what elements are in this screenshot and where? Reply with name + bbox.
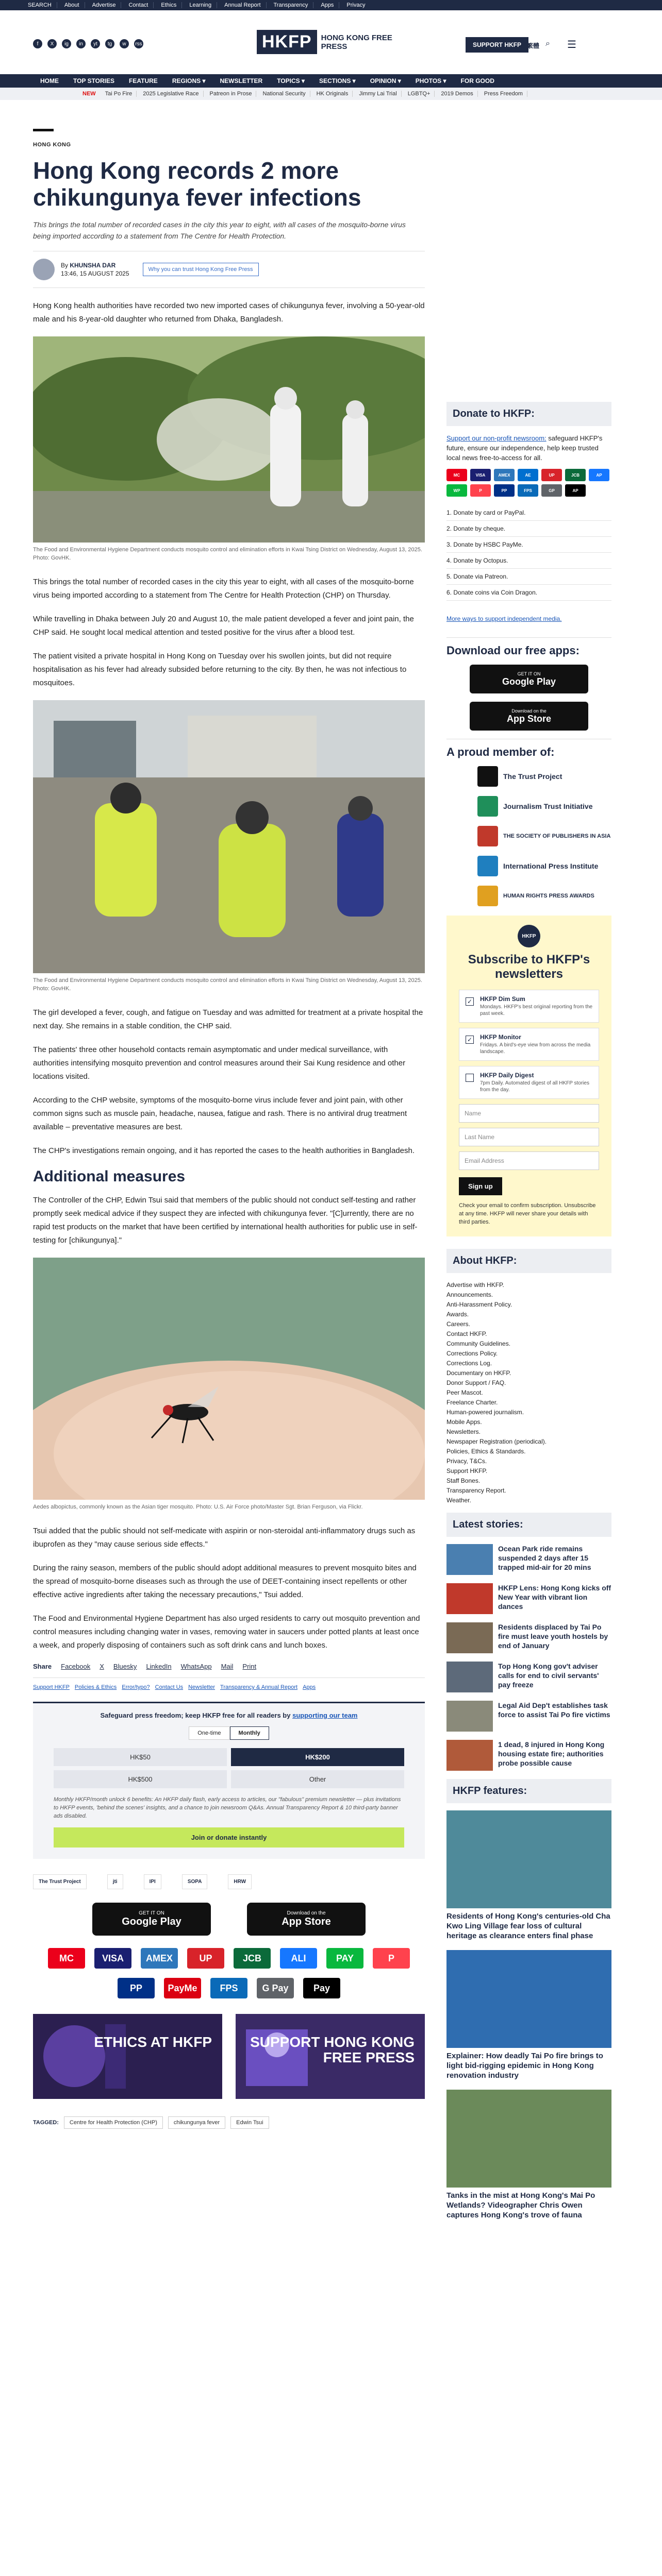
topbar-advertise[interactable]: Advertise	[87, 2, 122, 8]
about-link[interactable]: Policies, Ethics & Standards.	[446, 1448, 526, 1455]
feature-image	[446, 2090, 611, 2188]
nav-sections[interactable]: SECTIONS ▾	[319, 77, 356, 84]
member-logo[interactable]	[446, 886, 611, 906]
tagged-label: TAGGED:	[33, 2120, 59, 2126]
amount-option-selected[interactable]: HK$200	[231, 1748, 404, 1766]
app-store-label: App Store	[282, 1916, 331, 1927]
nav-for-good[interactable]: FOR GOOD	[460, 77, 494, 84]
member-name: HUMAN RIGHTS PRESS AWARDS	[503, 892, 594, 899]
last-name-input[interactable]: Last Name	[459, 1128, 599, 1146]
app-store-caption: Download on the	[511, 708, 547, 714]
sopa-logo[interactable]: SOPA	[182, 1874, 208, 1889]
new-badge: NEW	[82, 91, 96, 97]
jti-logo[interactable]: jti	[107, 1874, 123, 1889]
member-name: Journalism Trust Initiative	[503, 802, 593, 810]
article-kicker[interactable]: HONG KONG	[33, 142, 71, 148]
features-title: HKFP features:	[446, 1779, 611, 1803]
paragraph	[33, 575, 425, 602]
utility-bar	[0, 0, 662, 10]
about-link[interactable]: Privacy, T&Cs.	[446, 1458, 487, 1465]
whatsapp-icon[interactable]: w	[120, 39, 129, 48]
donate-title: Donate to HKFP:	[446, 402, 611, 426]
trending-link[interactable]: HK Originals	[312, 91, 353, 97]
topbar-search[interactable]: SEARCH	[23, 2, 57, 8]
about-link[interactable]: Documentary on HKFP.	[446, 1369, 511, 1377]
share-linkedin-button[interactable]: LinkedIn	[146, 1663, 172, 1670]
sopa-icon	[477, 826, 498, 846]
donation-heading-link[interactable]: supporting our team	[292, 1711, 358, 1719]
donate-description: safeguard HKFP's future, ensure our independence, help keep trusted local news free-to-access for all.	[446, 434, 603, 462]
article-photo[interactable]	[33, 336, 425, 543]
donation-heading-text: Safeguard press freedom; keep HKFP free for all readers by	[100, 1711, 291, 1719]
topbar-transparency[interactable]: Transparency	[269, 2, 314, 8]
paragraph: While travelling in Dhaka between July 20 and August 10, the male patient developed a fever and joint pain, the CHP said. He sought local medical attention and tested positive for the virus after a blood test.	[33, 615, 414, 637]
amex-icon: AMEX	[494, 469, 515, 481]
support-promo[interactable]	[236, 2014, 425, 2099]
checkbox-checked-icon[interactable]: ✓	[466, 1036, 474, 1044]
apps-link[interactable]: Apps	[303, 1684, 316, 1690]
about-link[interactable]: Staff Bones.	[446, 1477, 481, 1484]
monthly-tab[interactable]: Monthly	[230, 1726, 269, 1740]
donation-methods	[446, 505, 611, 601]
paragraph-text: This brings the total number of recorded cases in the city this year to eight, with all cases of the mosquito-borne virus being imported according to a statement from The Centre for Health Protection (CHP) on Thursday.	[33, 578, 414, 600]
partner-logos	[33, 1874, 425, 1889]
story-title: HKFP Lens: Hong Kong kicks off New Year with vibrant lion dances	[498, 1584, 611, 1611]
paragraph: The girl developed a fever, cough, and fatigue on Tuesday and was admitted for treatment at a private hospital the next day. She remains in a stable condition, the CHP said.	[33, 1008, 423, 1030]
feature-item[interactable]	[446, 1810, 611, 1941]
wechat-pay-icon[interactable]: PAY	[326, 1948, 363, 1969]
trending-link[interactable]: 2019 Demos	[437, 91, 477, 97]
jcb-icon[interactable]: JCB	[234, 1948, 271, 1969]
paragraph: Hong Kong health authorities have recorded two new imported cases of chikungunya fever, involving a 50-year-old male and his 8-year-old daughter who returned from Dhaka, Bangladesh.	[33, 301, 425, 324]
about-links	[446, 1273, 611, 1513]
paragraph: The patient visited a private hospital in Hong Kong on Tuesday over his swollen joints, but did not require hospitalisation as his fever had already subsided before returning to the city. By then, he was not infectious to mosquitoes.	[33, 652, 407, 687]
share-x-button[interactable]: X	[100, 1663, 104, 1670]
payment-methods	[33, 1948, 425, 1998]
hkfp-icon: HKFP	[518, 925, 540, 947]
trending-link[interactable]: Patreon in Prose	[206, 91, 257, 97]
visa-icon[interactable]: VISA	[94, 1948, 131, 1969]
unionpay-icon: UP	[541, 469, 562, 481]
more-ways-text	[446, 614, 611, 624]
about-link[interactable]: Human-powered journalism.	[446, 1409, 524, 1416]
newsletter-name: HKFP Monitor	[480, 1033, 521, 1041]
support-newsroom-link[interactable]: Support our non-profit newsroom:	[446, 434, 547, 442]
amount-options	[54, 1748, 404, 1788]
about-link[interactable]: Transparency Report.	[446, 1487, 506, 1494]
about-link[interactable]: Anti-Harassment Policy.	[446, 1301, 512, 1308]
paragraph: Tsui added that the public should not self-medicate with aspirin or non-steroidal anti-inflammatory drugs such as ibuprofen as they "may cause serious side effects."	[33, 1527, 416, 1549]
publish-date: 13:46, 15 AUGUST 2025	[61, 270, 129, 277]
latest-stories	[446, 1544, 611, 1771]
ethics-promo-text: ETHICS AT HKFP	[94, 2034, 212, 2050]
language-toggle[interactable]: 繁體	[527, 42, 540, 49]
alipay-icon[interactable]: ALI	[280, 1948, 317, 1969]
paragraph: The CHP's investigations remain ongoing, and it has reported the cases to the health authorities in Bangladesh.	[33, 1146, 415, 1155]
feature-image	[446, 1950, 611, 2048]
trending-link[interactable]: Press Freedom	[480, 91, 527, 97]
wechat-pay-icon: WP	[446, 484, 467, 497]
article-photo[interactable]	[33, 1258, 425, 1500]
paragraph: During the rainy season, members of the public should adopt additional measures to prevent mosquito bites and the spread of mosquito-borne diseases such as through the use of DEET-containing insect repellents or other effective active ingredients after taking the necessary precautions," Tsui added.	[33, 1564, 417, 1599]
sidebar	[446, 402, 611, 2229]
app-buttons	[33, 1903, 425, 1936]
donation-method[interactable]: 4. Donate by Octopus.	[446, 553, 611, 569]
more-ways-link[interactable]: More ways to support independent media.	[446, 615, 562, 622]
mastercard-icon[interactable]: MC	[48, 1948, 85, 1969]
app-store-caption: Download on the	[287, 1910, 326, 1916]
photo-caption: The Food and Environmental Hygiene Department conducts mosquito control and elimination efforts in Kwai Tsing District on Wednesday, August 13, 2025. Photo: GovHK.	[33, 977, 422, 992]
story-thumbnail	[446, 1544, 493, 1575]
trending-bar	[0, 88, 662, 100]
about-link[interactable]: Corrections Log.	[446, 1360, 492, 1367]
amount-option[interactable]: HK$500	[54, 1770, 227, 1788]
donation-heading	[54, 1711, 404, 1719]
ethics-promo[interactable]	[33, 2014, 222, 2099]
story-title: Residents displaced by Tai Po fire must leave youth hostels by end of January	[498, 1623, 608, 1650]
about-link[interactable]: Careers.	[446, 1320, 471, 1328]
tag[interactable]: Edwin Tsui	[230, 2116, 269, 2129]
one-time-tab[interactable]: One-time	[189, 1726, 229, 1740]
google-pay-icon: GP	[541, 484, 562, 497]
photo-street-inspection	[33, 700, 425, 973]
share-label: Share	[33, 1663, 52, 1670]
google-play-caption: GET IT ON	[517, 671, 541, 676]
jti-icon	[477, 796, 498, 817]
share-bar	[33, 1663, 425, 1678]
sign-up-button[interactable]: Sign up	[459, 1177, 502, 1195]
join-donate-button[interactable]: Join or donate instantly	[54, 1827, 404, 1848]
topbar-ethics[interactable]: Ethics	[156, 2, 182, 8]
trending-link[interactable]: Tai Po Fire	[101, 91, 137, 97]
article	[33, 129, 425, 2129]
story-title: Ocean Park ride remains suspended 2 days after 15 trapped mid-air for 20 mins	[498, 1545, 591, 1571]
newsletter-desc: Fridays. A bird's-eye view from across the media landscape.	[480, 1042, 591, 1055]
trending-link[interactable]: Jimmy Lai Trial	[355, 91, 401, 97]
section-heading: Additional measures	[33, 1168, 186, 1185]
card-logos	[446, 469, 611, 497]
about-link[interactable]: Community Guidelines.	[446, 1340, 511, 1347]
hamburger-menu-icon[interactable]: ☰	[567, 39, 576, 50]
latest-title: Latest stories:	[446, 1513, 611, 1537]
topbar-about[interactable]: About	[59, 2, 85, 8]
nav-photos[interactable]: PHOTOS ▾	[415, 77, 446, 84]
donation-method[interactable]: 2. Donate by cheque.	[446, 521, 611, 537]
trending-link[interactable]: LGBTQ+	[404, 91, 435, 97]
newsletter-link[interactable]: Newsletter	[188, 1684, 216, 1690]
checkbox-unchecked-icon[interactable]	[466, 1074, 474, 1082]
rss-icon[interactable]: rss	[134, 39, 143, 48]
donate-text	[446, 433, 611, 463]
donation-method[interactable]: 3. Donate by HSBC PayMe.	[446, 537, 611, 553]
article-photo[interactable]	[33, 700, 425, 973]
fps-icon[interactable]: FPS	[210, 1978, 247, 1998]
story-thumbnail	[446, 1740, 493, 1771]
photo-caption: Aedes albopictus, commonly known as the Asian tiger mosquito. Photo: U.S. Air Force photo/Master Sgt. Brian Ferguson, via Flickr.	[33, 1504, 363, 1510]
fps-icon: FPS	[518, 484, 538, 497]
patreon-icon: P	[470, 484, 491, 497]
author-name[interactable]: KHUNSHA DAR	[70, 262, 116, 269]
payme-icon[interactable]: PayMe	[164, 1978, 201, 1998]
site-logo[interactable]	[257, 30, 404, 54]
feature-title: Explainer: How deadly Tai Po fire brings to light bid-rigging epidemic in Hong Kong renovation industry	[446, 2052, 603, 2080]
main-nav	[0, 74, 662, 88]
story-item[interactable]	[446, 1544, 611, 1575]
nav-top-stories[interactable]: TOP STORIES	[73, 77, 115, 84]
member-heading: A proud member of:	[446, 739, 611, 766]
policies-link[interactable]: Policies & Ethics	[74, 1684, 117, 1690]
newsletter-name: HKFP Daily Digest	[480, 1072, 534, 1079]
youtube-icon[interactable]: yt	[91, 39, 100, 48]
search-icon[interactable]: ⌕	[545, 39, 550, 48]
facebook-icon[interactable]: f	[33, 39, 42, 48]
newsletter-option[interactable]	[459, 1066, 599, 1099]
instagram-icon[interactable]: ig	[62, 39, 71, 48]
member-logo[interactable]	[446, 856, 611, 876]
nav-topics[interactable]: TOPICS ▾	[277, 77, 305, 84]
paragraph: According to the CHP website, symptoms of the mosquito-borne virus include fever and joint pain, with other common signs such as muscle pain, headache, nausea, fatigue and rash. There is no antiviral drug treatment available – preventative measures are best.	[33, 1096, 407, 1131]
transparency-link[interactable]: Transparency & Annual Report	[220, 1684, 298, 1690]
feature-title: Residents of Hong Kong's centuries-old Cha Kwo Ling Village fear loss of cultural heritage as clearance enters final phase	[446, 1912, 610, 1940]
photo-caption: The Food and Environmental Hygiene Department conducts mosquito control and elimination efforts in Kwai Tsing District on Wednesday, August 13, 2025. Photo: GovHK.	[33, 547, 422, 561]
donation-method[interactable]: 5. Donate via Patreon.	[446, 569, 611, 585]
about-link[interactable]: Peer Mascot.	[446, 1389, 483, 1396]
member-name: International Press Institute	[503, 861, 599, 870]
promo-banners	[33, 2014, 425, 2099]
tags-row	[33, 2116, 425, 2129]
topbar-apps[interactable]: Apps	[316, 2, 339, 8]
apple-pay-icon[interactable]: Pay	[303, 1978, 340, 1998]
photo-mosquito-fogging	[33, 336, 425, 543]
feature-item[interactable]	[446, 2090, 611, 2220]
logo-mark: HKFP	[257, 30, 317, 54]
feature-item[interactable]	[446, 1950, 611, 2080]
unionpay-icon[interactable]: UP	[187, 1948, 224, 1969]
byline-text: By KHUNSHA DAR 13:46, 15 AUGUST 2025	[61, 262, 129, 277]
telegram-icon[interactable]: tg	[105, 39, 114, 48]
author-avatar[interactable]	[33, 259, 55, 280]
story-item[interactable]	[446, 1740, 611, 1771]
ethics-promo-art	[33, 2014, 222, 2099]
share-print-button[interactable]: Print	[242, 1663, 257, 1670]
member-name: The Trust Project	[503, 772, 562, 781]
about-link[interactable]: Awards.	[446, 1311, 469, 1318]
linkedin-icon[interactable]: in	[76, 39, 86, 48]
checkbox-checked-icon[interactable]: ✓	[466, 997, 474, 1006]
member-logo[interactable]	[446, 826, 611, 846]
footer-links	[33, 1684, 425, 1690]
about-link[interactable]: Support HKFP.	[446, 1467, 488, 1475]
share-facebook-button[interactable]: Facebook	[61, 1663, 91, 1670]
newsletter-title: Subscribe to HKFP's newsletters	[468, 953, 590, 981]
feature-title: Tanks in the mist at Hong Kong's Mai Po Wetlands? Videographer Chris Owen captures Hong Kong's trove of fauna	[446, 2191, 595, 2219]
feature-image	[446, 1810, 611, 1908]
photo-tiger-mosquito	[33, 1258, 425, 1500]
story-thumbnail	[446, 1583, 493, 1614]
hrpa-icon	[477, 886, 498, 906]
about-link[interactable]: Weather.	[446, 1497, 471, 1504]
member-name: THE SOCIETY OF PUBLISHERS IN ASIA	[503, 833, 611, 839]
nav-home[interactable]: HOME	[40, 77, 59, 84]
story-thumbnail	[446, 1622, 493, 1653]
newsletter-option[interactable]	[459, 1028, 599, 1061]
about-link[interactable]: Contact HKFP.	[446, 1330, 487, 1337]
name-input[interactable]: Name	[459, 1104, 599, 1123]
about-link[interactable]: Newspaper Registration (periodical).	[446, 1438, 547, 1445]
story-thumbnail	[446, 1701, 493, 1732]
section-rule	[33, 129, 54, 131]
donation-method[interactable]: 6. Donate coins via Coin Dragon.	[446, 585, 611, 601]
newsletter-desc: 7pm Daily. Automated digest of all HKFP stories from the day.	[480, 1080, 589, 1093]
google-play-label: Google Play	[122, 1916, 181, 1927]
newsletter-desc: Mondays. HKFP's best original reporting from the past week.	[480, 1004, 593, 1016]
article-standfirst: This brings the total number of recorded cases in the city this year to eight, with all cases of the mosquito-borne virus being imported according to a statement from The Centre for Health Protection.	[33, 221, 406, 240]
frequency-toggle	[54, 1726, 404, 1740]
tag[interactable]: Centre for Health Protection (CHP)	[64, 2116, 163, 2129]
x-icon[interactable]: X	[47, 39, 57, 48]
support-hkfp-button[interactable]: SUPPORT HKFP	[466, 37, 528, 53]
google-play-caption: GET IT ON	[139, 1910, 164, 1916]
tag[interactable]: chikungunya fever	[168, 2116, 225, 2129]
nav-newsletter[interactable]: NEWSLETTER	[220, 77, 263, 84]
donation-method[interactable]: 1. Donate by card or PayPal.	[446, 505, 611, 521]
support-promo-text: SUPPORT HONG KONG FREE PRESS	[250, 2034, 415, 2065]
logo-text: HONG KONG FREE PRESS	[321, 33, 392, 51]
amount-option[interactable]: HK$50	[54, 1748, 227, 1766]
about-title: About HKFP:	[446, 1249, 611, 1273]
story-item[interactable]	[446, 1583, 611, 1614]
google-play-button[interactable]	[92, 1903, 211, 1936]
story-item[interactable]	[446, 1662, 611, 1692]
visa-icon: VISA	[470, 469, 491, 481]
error-typo-link[interactable]: Error/typo?	[122, 1684, 150, 1690]
contact-link[interactable]: Contact Us	[155, 1684, 184, 1690]
email-input[interactable]: Email Address	[459, 1151, 599, 1170]
google-play-button[interactable]	[470, 665, 588, 693]
newsletter-signup	[446, 916, 611, 1236]
trust-badge[interactable]: Why you can trust Hong Kong Free Press	[143, 263, 259, 276]
app-store-button[interactable]	[470, 702, 588, 731]
donation-widget	[33, 1702, 425, 1859]
newsletter-option[interactable]	[459, 990, 599, 1023]
about-link[interactable]: Corrections Policy.	[446, 1350, 498, 1357]
member-logo[interactable]	[446, 766, 611, 787]
trending-link[interactable]: 2025 Legislative Race	[139, 91, 203, 97]
app-store-button[interactable]	[247, 1903, 366, 1936]
paragraph: The patients' three other household contacts remain asymptomatic and under medical surveillance, with authorities intensifying mosquito prevention and control measures around their Sai Kung residence and other locations visited.	[33, 1045, 406, 1081]
google-pay-icon[interactable]: G Pay	[257, 1978, 294, 1998]
paragraph: The Food and Environmental Hygiene Department has also urged residents to carry out mosquito prevention and control measures including changing water in vases, removing water in saucers under potted plants at least once a week, and properly disposing of containers such as soft drink cans and lunch boxes.	[33, 1614, 420, 1650]
topbar-annual-report[interactable]: Annual Report	[219, 2, 266, 8]
story-item[interactable]	[446, 1622, 611, 1653]
patreon-icon[interactable]: P	[373, 1948, 410, 1969]
trust-project-icon	[477, 766, 498, 787]
ipi-icon	[477, 856, 498, 876]
trust-project-logo[interactable]: The Trust Project	[33, 1874, 87, 1889]
article-title: Hong Kong records 2 more chikungunya fever infections	[33, 157, 361, 211]
hrw-logo[interactable]: HRW	[228, 1874, 252, 1889]
jcb-icon: JCB	[565, 469, 586, 481]
ipi-logo[interactable]: IPI	[144, 1874, 161, 1889]
apple-pay-icon: AP	[565, 484, 586, 497]
nav-feature[interactable]: FEATURE	[129, 77, 158, 84]
site-header	[0, 10, 662, 74]
amount-other[interactable]: Other	[231, 1770, 404, 1788]
about-link[interactable]: Mobile Apps.	[446, 1418, 482, 1426]
newsletter-name: HKFP Dim Sum	[480, 995, 525, 1003]
amex-alt-icon: AE	[518, 469, 538, 481]
support-hkfp-link[interactable]: Support HKFP	[33, 1684, 70, 1690]
story-item[interactable]	[446, 1701, 611, 1732]
story-thumbnail	[446, 1662, 493, 1692]
about-link[interactable]: Freelance Charter.	[446, 1399, 498, 1406]
about-link[interactable]: Newsletters.	[446, 1428, 481, 1435]
topbar-learning[interactable]: Learning	[184, 2, 217, 8]
newsletter-fineprint: Check your email to confirm subscription. Unsubscribe at any time. HKFP will never share your details with third parties.	[459, 1202, 596, 1225]
member-logo[interactable]	[446, 796, 611, 817]
amex-icon[interactable]: AMEX	[141, 1948, 178, 1969]
topbar-contact[interactable]: Contact	[123, 2, 154, 8]
about-link[interactable]: Donor Support / FAQ.	[446, 1379, 506, 1386]
share-whatsapp-button[interactable]: WhatsApp	[180, 1663, 212, 1670]
donation-note: Monthly HKFP/month unlock 6 benefits: An HKFP daily flash, early access to articles, our "fabulous" premium newsletter — plus invitations to HKFP events, 'behind the scenes' insights, and a chance to join newsroom Q&As. Annual Transparency Report & 10 third-party banner ads disabled.	[54, 1797, 401, 1819]
social-links	[33, 39, 143, 48]
google-play-label: Google Play	[502, 676, 556, 687]
story-title: 1 dead, 8 injured in Hong Kong housing estate fire; authorities probe possible cause	[498, 1740, 605, 1767]
nav-opinion[interactable]: OPINION ▾	[370, 77, 401, 84]
alipay-icon: AP	[589, 469, 609, 481]
nav-regions[interactable]: REGIONS ▾	[172, 77, 206, 84]
story-title: Top Hong Kong gov't adviser calls for end to civil servants' pay freeze	[498, 1662, 599, 1689]
topbar-privacy[interactable]: Privacy	[346, 2, 366, 8]
paypal-icon[interactable]: PP	[118, 1978, 155, 1998]
story-title: Legal Aid Dep't establishes task force to assist Tai Po fire victims	[498, 1701, 610, 1719]
share-bluesky-button[interactable]: Bluesky	[113, 1663, 137, 1670]
trending-link[interactable]: National Security	[258, 91, 310, 97]
mastercard-icon: MC	[446, 469, 467, 481]
about-link[interactable]: Announcements.	[446, 1291, 493, 1298]
share-mail-button[interactable]: Mail	[221, 1663, 234, 1670]
byline	[33, 251, 425, 288]
about-link[interactable]: Advertise with HKFP.	[446, 1281, 504, 1289]
donate-box	[446, 426, 611, 637]
app-store-label: App Store	[506, 713, 551, 724]
paragraph: The Controller of the CHP, Edwin Tsui said that members of the public should not conduct self-testing and rather promptly seek medical advice if they suspect they are infected with chikungunya fever. "[C]urrently, there are no rapid test products on the market that have been certified by international health authorities for public use in self-testing for [chikungunya]."	[33, 1196, 418, 1245]
apps-heading: Download our free apps:	[446, 637, 611, 665]
paypal-icon: PP	[494, 484, 515, 497]
